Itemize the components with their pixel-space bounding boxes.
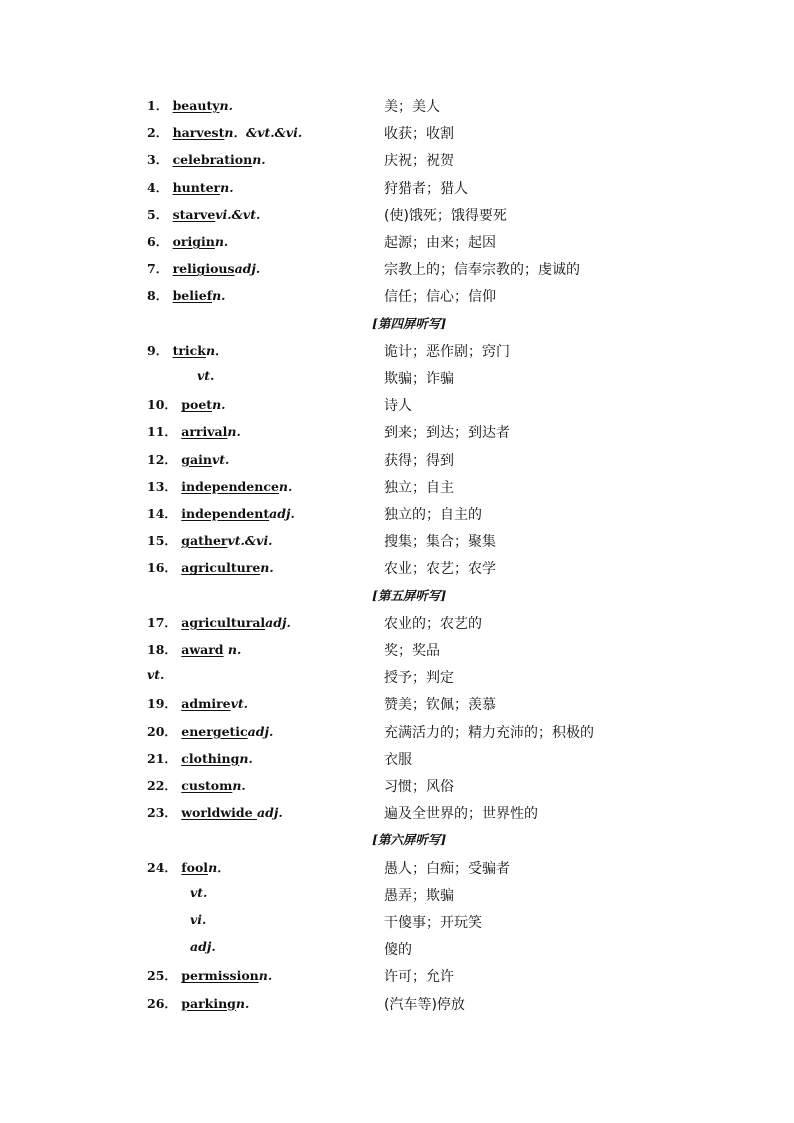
- vocab-row: [0, 232, 794, 252]
- vocab-entry: [147, 531, 273, 549]
- entry-word: clothing: [181, 750, 240, 766]
- vocab-row: [0, 912, 794, 932]
- entry-word: independent: [181, 506, 270, 521]
- entry-meaning: 美；美人: [384, 99, 440, 115]
- entry-meaning: 庆祝；祝贺: [384, 153, 454, 170]
- entry-number: 14．: [147, 506, 182, 521]
- vocab-row: [0, 613, 794, 633]
- vocab-entry: [147, 722, 273, 740]
- part-of-speech: adj.: [265, 614, 291, 630]
- vocab-entry: [147, 477, 292, 495]
- vocab-entry: [147, 776, 246, 794]
- vocab-row: [0, 531, 794, 551]
- vocab-row: [0, 694, 794, 714]
- entry-meaning: 诗人: [384, 398, 412, 415]
- entry-meaning: 宗教上的；信奉宗教的；虔诚的: [384, 262, 580, 279]
- part-of-speech: n．&vt.&vi.: [224, 125, 303, 141]
- part-of-speech: n.: [227, 424, 241, 440]
- part-of-speech: vt.: [197, 368, 215, 383]
- part-of-speech: adj.: [269, 506, 295, 521]
- entry-number: 18．: [147, 642, 182, 657]
- vocab-row: [0, 477, 794, 497]
- entry-meaning: 愚弄；欺骗: [384, 887, 454, 904]
- vocab-entry: [147, 558, 274, 576]
- entry-meaning: 农业；农艺；农学: [384, 561, 496, 578]
- part-of-speech: adj.: [247, 723, 274, 739]
- vocab-entry: [147, 395, 226, 413]
- entry-number: 25．: [147, 968, 182, 984]
- vocab-entry: [190, 939, 216, 954]
- entry-word: admire: [181, 696, 231, 712]
- vocab-entry: [147, 450, 229, 468]
- entry-word: trick: [172, 342, 206, 358]
- entry-number: 1．: [147, 98, 173, 113]
- entry-word: arrival: [181, 424, 228, 440]
- part-of-speech: vi.: [190, 912, 207, 927]
- vocab-row: [0, 722, 794, 742]
- entry-number: 11．: [147, 424, 182, 440]
- entry-word: parking: [181, 995, 236, 1011]
- vocab-entry: [147, 803, 283, 821]
- section-heading: [第五屏听写]: [372, 587, 447, 603]
- part-of-speech: n.: [252, 152, 266, 168]
- part-of-speech: vt.&vi.: [227, 533, 273, 549]
- vocab-row: [0, 939, 794, 959]
- entry-word: worldwide: [181, 805, 257, 821]
- part-of-speech: adj.: [234, 261, 261, 277]
- entry-word: fool: [181, 859, 209, 875]
- entry-number: 9．: [147, 342, 173, 358]
- entry-word: beauty: [172, 98, 220, 113]
- entry-number: 13．: [147, 478, 182, 494]
- vocab-entry: [147, 232, 228, 250]
- part-of-speech: n.: [260, 560, 274, 576]
- entry-word: harvest: [172, 125, 225, 141]
- vocab-entry: [147, 694, 248, 712]
- entry-word: permission: [181, 968, 259, 984]
- entry-meaning: (使)饿死；饿得要死: [384, 207, 507, 224]
- entry-word: agricultural: [181, 614, 266, 630]
- entry-meaning: 起源；由来；起因: [384, 235, 496, 251]
- entry-meaning: 授予；判定: [384, 670, 454, 687]
- vocab-row: [0, 966, 794, 986]
- vocab-entry: [147, 749, 253, 767]
- vocab-row: [0, 667, 794, 687]
- entry-meaning: 收获；收割: [384, 126, 454, 143]
- vocab-row: [0, 749, 794, 769]
- entry-word: award: [181, 642, 224, 657]
- vocab-entry: [147, 858, 230, 876]
- part-of-speech: n.: [223, 642, 242, 657]
- vocab-entry: [147, 123, 302, 141]
- part-of-speech: n.: [278, 478, 293, 494]
- vocab-row: [0, 450, 794, 470]
- vocab-row: [0, 858, 794, 878]
- entry-meaning: 信任；信心；信仰: [384, 289, 496, 306]
- vocab-entry: [147, 422, 241, 440]
- vocab-entry: [147, 966, 272, 984]
- part-of-speech: n.: [212, 397, 226, 413]
- entry-meaning: 习惯；风俗: [384, 779, 454, 795]
- entry-word: gather: [181, 533, 228, 549]
- vocab-row: [0, 96, 794, 116]
- part-of-speech: adj.: [256, 805, 283, 821]
- entry-meaning: 奖；奖品: [384, 643, 440, 659]
- entry-meaning: 干傻事；开玩笑: [384, 915, 482, 931]
- entry-meaning: 农业的；农艺的: [384, 615, 482, 632]
- vocab-row: [0, 640, 794, 660]
- entry-meaning: 充满活力的；精力充沛的；积极的: [384, 724, 594, 741]
- entry-word: independence: [181, 478, 279, 494]
- vocab-entry: [147, 341, 228, 359]
- vocab-entry: [147, 96, 233, 114]
- entry-number: 6．: [147, 234, 173, 249]
- vocab-row: [0, 150, 794, 170]
- section-heading: [第四屏听写]: [372, 315, 447, 331]
- entry-word: hunter: [172, 179, 221, 195]
- entry-word: religious: [172, 261, 235, 277]
- entry-number: 12．: [147, 451, 182, 467]
- entry-number: 21．: [147, 750, 182, 766]
- part-of-speech: n.: [258, 968, 273, 984]
- entry-number: 26．: [147, 995, 182, 1011]
- part-of-speech: n.: [219, 98, 233, 113]
- vocab-row: [0, 504, 794, 524]
- entry-number: 17．: [147, 614, 182, 630]
- entry-word: poet: [181, 397, 213, 413]
- entry-meaning: 诡计；恶作剧；窍门: [384, 343, 510, 360]
- entry-meaning: 独立；自主: [384, 479, 454, 496]
- vocab-entry: [147, 994, 249, 1012]
- entry-number: 3．: [147, 152, 173, 168]
- entry-number: 7．: [147, 261, 173, 277]
- entry-meaning: (汽车等)停放: [384, 996, 465, 1013]
- part-of-speech: n.: [235, 995, 250, 1011]
- entry-word: starve: [172, 206, 216, 222]
- vocab-row: [0, 341, 794, 361]
- entry-meaning: 许可；允许: [384, 969, 454, 986]
- vocab-row: [0, 178, 794, 198]
- vocab-row: [0, 803, 794, 823]
- entry-number: 5．: [147, 206, 173, 222]
- entry-word: agriculture: [181, 560, 261, 576]
- entry-number: 24．: [147, 859, 182, 875]
- vocab-row: [0, 776, 794, 796]
- vocab-entry: [197, 368, 214, 383]
- part-of-speech: n.: [214, 234, 229, 249]
- part-of-speech: n.: [212, 288, 226, 304]
- entry-meaning: 傻的: [384, 942, 412, 959]
- entry-word: belief: [172, 288, 213, 304]
- entry-word: custom: [181, 778, 233, 793]
- vocab-entry: [147, 640, 241, 658]
- vocab-entry: [147, 205, 260, 223]
- entry-meaning: 欺骗；诈骗: [384, 371, 454, 387]
- vocab-entry: [190, 912, 206, 927]
- entry-number: 20．: [147, 723, 182, 739]
- entry-meaning: 遍及全世界的；世界性的: [384, 806, 538, 823]
- vocab-entry: [147, 259, 260, 277]
- entry-meaning: 衣服: [384, 751, 412, 768]
- vocab-entry: [147, 178, 234, 196]
- entry-meaning: 到来；到达；到达者: [384, 425, 510, 442]
- vocab-row: [0, 994, 794, 1014]
- entry-meaning: 赞美；钦佩；羡慕: [384, 697, 496, 714]
- entry-meaning: 搜集；集合；聚集: [384, 534, 496, 551]
- part-of-speech: vt.: [147, 667, 165, 683]
- entry-number: 15．: [147, 533, 182, 549]
- part-of-speech: vt.: [211, 451, 230, 467]
- entry-meaning: 愚人；白痴；受骗者: [384, 860, 510, 877]
- vocab-row: [0, 259, 794, 279]
- entry-word: celebration: [172, 152, 253, 168]
- vocab-row: [0, 368, 794, 388]
- entry-word: energetic: [181, 723, 248, 739]
- part-of-speech: n．: [205, 342, 228, 358]
- vocab-entry: [190, 885, 207, 900]
- vocab-row: [0, 395, 794, 415]
- section-heading: [第六屏听写]: [372, 832, 447, 848]
- entry-number: 19．: [147, 696, 182, 712]
- part-of-speech: vt.: [230, 696, 248, 712]
- entry-meaning: 狩猎者；猎人: [384, 180, 468, 197]
- part-of-speech: vt.: [190, 884, 208, 900]
- entry-number: 23．: [147, 805, 182, 821]
- entry-meaning: 独立的；自主的: [384, 507, 482, 523]
- vocab-row: [0, 123, 794, 143]
- vocab-entry: [147, 504, 295, 522]
- part-of-speech: n.: [220, 179, 234, 195]
- part-of-speech: n.: [232, 778, 246, 793]
- vocab-row: [0, 558, 794, 578]
- entry-meaning: 获得；得到: [384, 452, 454, 469]
- vocab-entry: [147, 667, 164, 682]
- part-of-speech: n.: [239, 750, 253, 766]
- entry-word: gain: [181, 451, 212, 467]
- entry-number: 4．: [147, 179, 173, 195]
- part-of-speech: vi.&vt.: [215, 206, 261, 222]
- vocab-entry: [147, 613, 291, 631]
- vocab-row: [0, 422, 794, 442]
- vocab-entry: [147, 286, 226, 304]
- entry-number: 8．: [147, 288, 173, 304]
- entry-number: 22．: [147, 778, 182, 793]
- entry-word: origin: [172, 234, 215, 249]
- part-of-speech: n．: [208, 859, 230, 875]
- entry-number: 10．: [147, 397, 182, 413]
- vocab-row: [0, 885, 794, 905]
- vocab-row: [0, 205, 794, 225]
- vocab-row: [0, 286, 794, 306]
- vocab-entry: [147, 150, 266, 168]
- entry-number: 16．: [147, 560, 182, 576]
- entry-number: 2．: [147, 125, 173, 141]
- part-of-speech: adj.: [190, 939, 216, 955]
